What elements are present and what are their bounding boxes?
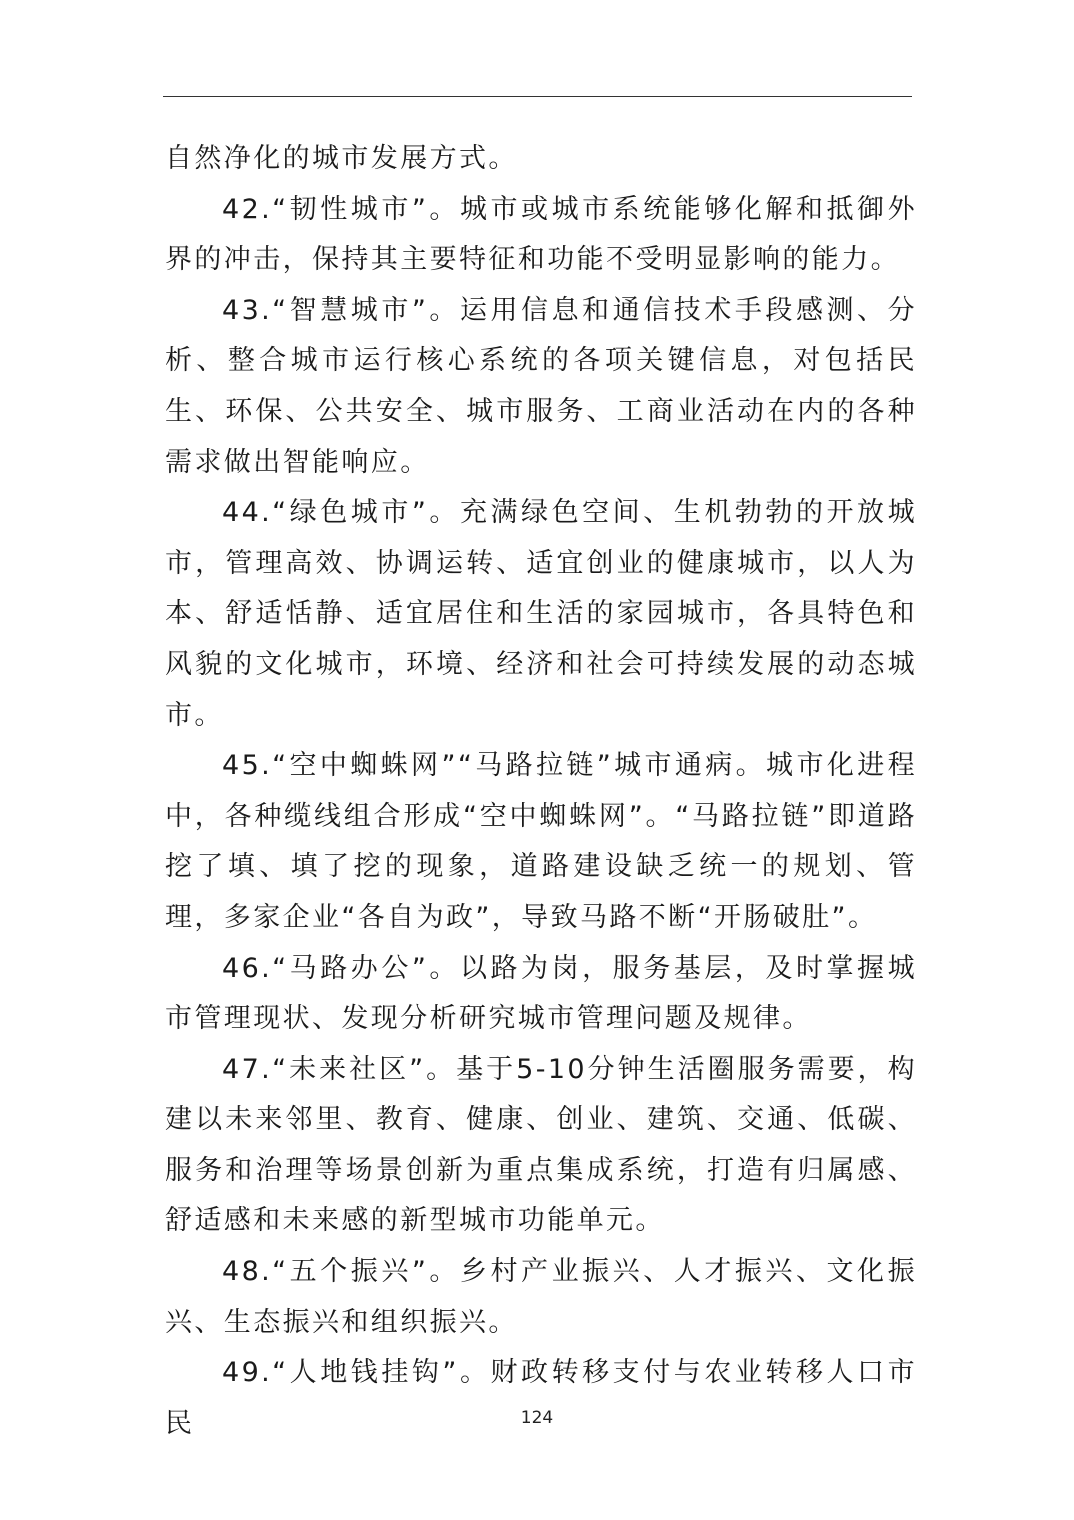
header-rule xyxy=(163,96,912,97)
paragraph xyxy=(165,1247,917,1348)
paragraph xyxy=(165,944,917,1045)
term-label: 44.“绿色城市” xyxy=(222,497,429,529)
term-label: 46.“马路办公” xyxy=(222,952,429,984)
page-number: 124 xyxy=(520,1408,554,1428)
paragraph xyxy=(165,741,917,943)
paragraph xyxy=(165,134,917,185)
term-label: 49.“人地钱挂钩” xyxy=(222,1357,459,1389)
paragraph-text: 。乡村产业振兴、人才振兴、文化振兴、生态振兴和组织振兴。 xyxy=(165,1256,917,1338)
paragraph xyxy=(165,185,917,286)
body-text xyxy=(165,134,917,1449)
term-label: 42.“韧性城市” xyxy=(222,193,429,225)
paragraph-text: 。以路为岗，服务基层，及时掌握城市管理现状、发现分析研究城市管理问题及规律。 xyxy=(165,952,917,1035)
paragraph xyxy=(165,1348,917,1449)
paragraph-text: 。城市化进程中，各种缆线组合形成“空中蜘蛛网”。“马路拉链”即道路挖了填、填了挖的现象，道路建设缺乏统一的规划、管理，多家企业“各自为政”，导致马路不断“开肠破肚”。 xyxy=(165,750,918,933)
term-label: 48.“五个振兴” xyxy=(222,1256,429,1288)
term-label: 43.“智慧城市” xyxy=(222,294,429,326)
paragraph-text: 。运用信息和通信技术手段感测、分析、整合城市运行核心系统的各项关键信息，对包括民生、环保、公共安全、城市服务、工商业活动在内的各种需求做出智能响应。 xyxy=(165,294,917,478)
term-label: 47.“未来社区” xyxy=(222,1053,426,1085)
paragraph-text: 。充满绿色空间、生机勃勃的开放城市，管理高效、协调运转、适宜创业的健康城市，以人为本、舒适恬静、适宜居住和生活的家园城市，各具特色和风貌的文化城市，环境、经济和社会可持续发展的动态城市。 xyxy=(165,497,917,731)
paragraph xyxy=(165,1045,917,1247)
paragraph xyxy=(165,488,917,741)
paragraph-text: 。财政转移支付与农业转移人口市民 xyxy=(165,1357,917,1439)
paragraph-text: 自然净化的城市发展方式。 xyxy=(165,143,518,174)
paragraph-text: 。城市或城市系统能够化解和抵御外界的冲击，保持其主要特征和功能不受明显影响的能力。 xyxy=(165,193,917,276)
paragraph xyxy=(165,286,917,488)
paragraph-text: 。基于5-10分钟生活圈服务需要，构建以未来邻里、教育、健康、创业、建筑、交通、低碳、服务和治理等场景创新为重点集成系统，打造有归属感、舒适感和未来感的新型城市功能单元。 xyxy=(165,1053,917,1237)
term-label: 45.“空中蜘蛛网”“马路拉链”城市通病 xyxy=(222,750,736,782)
